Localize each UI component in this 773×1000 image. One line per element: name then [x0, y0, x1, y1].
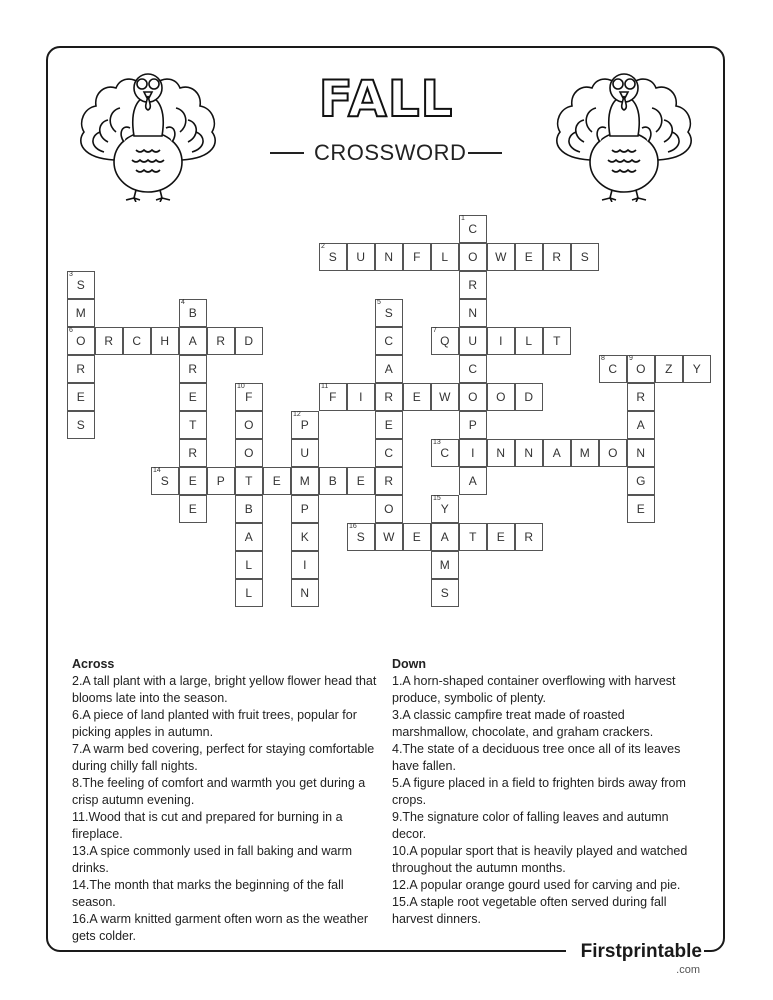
cell-letter: S — [384, 306, 394, 320]
clue-across: 11.Wood that is cut and prepared for burning in a fireplace. — [72, 810, 343, 841]
cell-letter: E — [188, 390, 198, 404]
crossword-cell[interactable] — [375, 411, 403, 439]
cell-letter: Y — [440, 502, 450, 516]
cell-letter: A — [188, 334, 198, 348]
cell-letter: W — [439, 390, 451, 404]
clue-down: 1.A horn-shaped container overflowing with harvest produce, symbolic of plenty. — [392, 674, 676, 705]
crossword-cell[interactable] — [627, 411, 655, 439]
crossword-cell[interactable] — [515, 243, 543, 271]
cell-letter: E — [384, 418, 394, 432]
crossword-cell[interactable] — [431, 383, 459, 411]
clue-across: 7.A warm bed covering, perfect for staying comfortable during chilly fall nights. — [72, 742, 375, 773]
crossword-cell[interactable] — [375, 243, 403, 271]
crossword-cell[interactable] — [235, 523, 263, 551]
crossword-cell[interactable] — [403, 383, 431, 411]
cell-letter: E — [356, 474, 366, 488]
cell-letter: C — [384, 334, 394, 348]
crossword-cell[interactable] — [179, 383, 207, 411]
clue-down: 10.A popular sport that is heavily played and watched throughout the autumn months. — [392, 844, 688, 875]
cell-letter: O — [468, 250, 478, 264]
cell-letter: T — [245, 474, 253, 488]
crossword-cell[interactable] — [459, 383, 487, 411]
clue-number: 8 — [601, 355, 605, 362]
crossword-cell[interactable] — [263, 467, 291, 495]
cell-letter: N — [636, 446, 646, 460]
crossword-cell[interactable] — [431, 579, 459, 607]
clue-number: 13 — [433, 439, 441, 446]
crossword-cell[interactable] — [347, 243, 375, 271]
clue-number: 7 — [433, 327, 437, 334]
crossword-cell[interactable] — [599, 355, 627, 383]
cell-letter: P — [300, 418, 310, 432]
cell-letter: N — [524, 446, 534, 460]
clue-number: 5 — [377, 299, 381, 306]
cell-letter: R — [188, 362, 198, 376]
crossword-cell[interactable] — [459, 271, 487, 299]
clue-number: 4 — [181, 299, 185, 306]
cell-letter: C — [468, 362, 478, 376]
crossword-cell[interactable] — [431, 327, 459, 355]
cell-letter: P — [468, 418, 478, 432]
crossword-cell[interactable] — [459, 299, 487, 327]
crossword-cell[interactable] — [459, 523, 487, 551]
cell-letter: E — [412, 530, 422, 544]
crossword-cell[interactable] — [627, 495, 655, 523]
cell-letter: O — [496, 390, 506, 404]
crossword-cell[interactable] — [571, 243, 599, 271]
cell-letter: T — [553, 334, 561, 348]
crossword-cell[interactable] — [319, 243, 347, 271]
crossword-cell[interactable] — [179, 495, 207, 523]
cell-letter: M — [299, 474, 311, 488]
crossword-cell[interactable] — [627, 439, 655, 467]
cell-letter: C — [468, 222, 478, 236]
crossword-cell[interactable] — [431, 523, 459, 551]
cell-letter: E — [524, 250, 534, 264]
clue-number: 16 — [349, 523, 357, 530]
crossword-cell[interactable] — [291, 551, 319, 579]
clue-across: 14.The month that marks the beginning of the fall season. — [72, 878, 344, 909]
cell-letter: B — [328, 474, 338, 488]
crossword-cell[interactable] — [235, 467, 263, 495]
clue-down: 15.A staple root vegetable often served during fall harvest dinners. — [392, 895, 667, 926]
cell-letter: P — [216, 474, 226, 488]
crossword-cell[interactable] — [375, 327, 403, 355]
crossword-cell[interactable] — [375, 495, 403, 523]
crossword-cell[interactable] — [207, 467, 235, 495]
cell-letter: A — [468, 474, 478, 488]
clue-down: 4.The state of a deciduous tree once all of its leaves have fallen. — [392, 742, 681, 773]
clue-across: 13.A spice commonly used in fall baking and warm drinks. — [72, 844, 353, 875]
crossword-cell[interactable] — [543, 243, 571, 271]
cell-letter: A — [552, 446, 562, 460]
cell-letter: D — [244, 334, 254, 348]
cell-letter: U — [468, 334, 478, 348]
crossword-cell[interactable] — [291, 523, 319, 551]
cell-letter: R — [636, 390, 646, 404]
cell-letter: S — [328, 250, 338, 264]
cell-letter: G — [636, 474, 646, 488]
cell-letter: S — [76, 418, 86, 432]
cell-letter: R — [216, 334, 226, 348]
cell-letter: R — [384, 474, 394, 488]
cell-letter: I — [303, 558, 307, 572]
cell-letter: W — [495, 250, 507, 264]
clue-number: 15 — [433, 495, 441, 502]
clue-number: 2 — [321, 243, 325, 250]
crossword-cell[interactable] — [235, 327, 263, 355]
cell-letter: R — [384, 390, 394, 404]
crossword-cell[interactable] — [347, 523, 375, 551]
cell-letter: O — [384, 502, 394, 516]
crossword-cell[interactable] — [375, 383, 403, 411]
cell-letter: T — [469, 530, 477, 544]
crossword-cell[interactable] — [599, 439, 627, 467]
crossword-cell[interactable] — [235, 579, 263, 607]
cell-letter: M — [75, 306, 87, 320]
crossword-cell[interactable] — [179, 467, 207, 495]
cell-letter: O — [244, 418, 254, 432]
cell-letter: E — [636, 502, 646, 516]
cell-letter: W — [383, 530, 395, 544]
crossword-cell[interactable] — [67, 411, 95, 439]
clue-number: 10 — [237, 383, 245, 390]
crossword-cell[interactable] — [459, 467, 487, 495]
crossword-cell[interactable] — [151, 467, 179, 495]
cell-letter: O — [76, 334, 86, 348]
crossword-cell[interactable] — [291, 439, 319, 467]
cell-letter: A — [636, 418, 646, 432]
down-heading: Down — [392, 657, 427, 671]
cell-letter: N — [468, 306, 478, 320]
crossword-cell[interactable] — [543, 439, 571, 467]
crossword-cell[interactable] — [375, 299, 403, 327]
crossword-cell[interactable] — [67, 271, 95, 299]
cell-letter: P — [300, 502, 310, 516]
cell-letter: U — [356, 250, 366, 264]
cell-letter: N — [384, 250, 394, 264]
cell-letter: Z — [665, 362, 673, 376]
cell-letter: S — [356, 530, 366, 544]
crossword-cell[interactable] — [375, 439, 403, 467]
clue-number: 6 — [69, 327, 73, 334]
crossword-cell[interactable] — [235, 383, 263, 411]
crossword-cell[interactable] — [487, 327, 515, 355]
cell-letter: L — [245, 558, 253, 572]
cell-letter: F — [245, 390, 253, 404]
crossword-cell[interactable] — [179, 299, 207, 327]
crossword-cell[interactable] — [459, 243, 487, 271]
crossword-cell[interactable] — [179, 327, 207, 355]
cell-letter: R — [524, 530, 534, 544]
cell-letter: H — [160, 334, 170, 348]
cell-letter: O — [608, 446, 618, 460]
crossword-cell[interactable] — [487, 383, 515, 411]
clue-number: 14 — [153, 467, 161, 474]
crossword-cell[interactable] — [543, 327, 571, 355]
cell-letter: O — [468, 390, 478, 404]
crossword-cell[interactable] — [291, 467, 319, 495]
crossword-cell[interactable] — [515, 523, 543, 551]
crossword-cell[interactable] — [375, 467, 403, 495]
cell-letter: N — [300, 586, 310, 600]
crossword-cell[interactable] — [95, 327, 123, 355]
crossword-cell[interactable] — [487, 439, 515, 467]
crossword-cell[interactable] — [67, 383, 95, 411]
clue-number: 12 — [293, 411, 301, 418]
clue-number: 3 — [69, 271, 73, 278]
cell-letter: N — [496, 446, 506, 460]
brand-tld: .com — [676, 964, 700, 976]
cell-letter: I — [471, 446, 475, 460]
cell-letter: R — [76, 362, 86, 376]
crossword-cell[interactable] — [403, 523, 431, 551]
cell-letter: L — [245, 586, 253, 600]
crossword-cell[interactable] — [431, 551, 459, 579]
crossword-cell[interactable] — [67, 327, 95, 355]
clue-across: 16.A warm knitted garment often worn as the weather gets colder. — [72, 912, 368, 943]
crossword-cell[interactable] — [347, 467, 375, 495]
crossword-cell[interactable] — [235, 551, 263, 579]
crossword-cell[interactable] — [151, 327, 179, 355]
crossword-cell[interactable] — [375, 355, 403, 383]
crossword-cell[interactable] — [123, 327, 151, 355]
cell-letter: E — [272, 474, 282, 488]
clue-down: 12.A popular orange gourd used for carving and pie. — [392, 878, 681, 892]
cell-letter: R — [104, 334, 114, 348]
cell-letter: D — [524, 390, 534, 404]
crossword-cell[interactable] — [431, 243, 459, 271]
crossword-cell[interactable] — [683, 355, 711, 383]
across-clues — [72, 656, 382, 945]
brand-name: Firstprintable — [580, 941, 702, 962]
cell-letter: C — [384, 446, 394, 460]
cell-letter: E — [496, 530, 506, 544]
cell-letter: M — [579, 446, 591, 460]
crossword-cell[interactable] — [235, 439, 263, 467]
crossword-cell[interactable] — [515, 383, 543, 411]
cell-letter: S — [160, 474, 170, 488]
page-subtitle: CROSSWORD — [314, 140, 467, 165]
across-heading: Across — [72, 657, 115, 671]
cell-letter: M — [439, 558, 451, 572]
cell-letter: S — [440, 586, 450, 600]
cell-letter: R — [188, 446, 198, 460]
crossword-cell[interactable] — [627, 355, 655, 383]
brand-logo — [566, 940, 704, 976]
crossword-cell[interactable] — [319, 383, 347, 411]
crossword-cell[interactable] — [403, 243, 431, 271]
cell-letter: Y — [692, 362, 702, 376]
cell-letter: C — [132, 334, 142, 348]
crossword-cell[interactable] — [319, 467, 347, 495]
crossword-cell[interactable] — [347, 383, 375, 411]
crossword-cell[interactable] — [431, 495, 459, 523]
crossword-cell[interactable] — [627, 383, 655, 411]
cell-letter: B — [188, 306, 198, 320]
cell-letter: C — [440, 446, 450, 460]
cell-letter: E — [188, 502, 198, 516]
crossword-cell[interactable] — [431, 439, 459, 467]
cell-letter: C — [608, 362, 618, 376]
crossword-cell[interactable] — [459, 411, 487, 439]
cell-letter: A — [384, 362, 394, 376]
crossword-cell[interactable] — [459, 327, 487, 355]
crossword-cell[interactable] — [291, 495, 319, 523]
crossword-cell[interactable] — [571, 439, 599, 467]
cell-letter: U — [300, 446, 310, 460]
cell-letter: S — [76, 278, 86, 292]
cell-letter: I — [359, 390, 363, 404]
crossword-cell[interactable] — [235, 495, 263, 523]
cell-letter: A — [440, 530, 450, 544]
crossword-cell[interactable] — [459, 439, 487, 467]
cell-letter: A — [244, 530, 254, 544]
cell-letter: E — [76, 390, 86, 404]
crossword-cell[interactable] — [67, 299, 95, 327]
cell-letter: R — [468, 278, 478, 292]
crossword-cell[interactable] — [179, 355, 207, 383]
crossword-cell[interactable] — [515, 439, 543, 467]
cell-letter: L — [525, 334, 533, 348]
crossword-cell[interactable] — [515, 327, 543, 355]
cell-letter: B — [244, 502, 254, 516]
cell-letter: L — [441, 250, 449, 264]
cell-letter: T — [189, 418, 197, 432]
crossword-cell[interactable] — [291, 579, 319, 607]
crossword-cell[interactable] — [67, 355, 95, 383]
crossword-cell[interactable] — [207, 327, 235, 355]
cell-letter: E — [188, 474, 198, 488]
clue-number: 9 — [629, 355, 633, 362]
crossword-cell[interactable] — [375, 523, 403, 551]
clue-down: 5.A figure placed in a field to frighten birds away from crops. — [392, 776, 686, 807]
crossword-cell[interactable] — [487, 523, 515, 551]
cell-letter: K — [300, 530, 310, 544]
clue-across: 2.A tall plant with a large, bright yellow flower head that blooms late into the season. — [72, 674, 377, 705]
crossword-cell[interactable] — [655, 355, 683, 383]
cell-letter: I — [499, 334, 503, 348]
cell-letter: R — [552, 250, 562, 264]
crossword-cell[interactable] — [459, 355, 487, 383]
cell-letter: E — [412, 390, 422, 404]
crossword-cell[interactable] — [291, 411, 319, 439]
clue-number: 1 — [461, 215, 465, 222]
clue-down: 3.A classic campfire treat made of roasted marshmallow, chocolate, and graham crackers. — [392, 708, 654, 739]
clue-across: 8.The feeling of comfort and warmth you get during a crisp autumn evening. — [72, 776, 366, 807]
cell-letter: F — [413, 250, 421, 264]
cell-letter: Q — [440, 334, 450, 348]
crossword-cell[interactable] — [235, 411, 263, 439]
cell-letter: O — [636, 362, 646, 376]
page-title: FALL — [318, 70, 454, 128]
crossword-cell[interactable] — [487, 243, 515, 271]
crossword-cell[interactable] — [627, 467, 655, 495]
crossword-cell[interactable] — [459, 215, 487, 243]
clue-across: 6.A piece of land planted with fruit trees, popular for picking apples in autumn. — [72, 708, 357, 739]
down-clues — [392, 656, 702, 928]
clue-down: 9.The signature color of falling leaves and autumn decor. — [392, 810, 669, 841]
crossword-cell[interactable] — [179, 411, 207, 439]
cell-letter: S — [580, 250, 590, 264]
clue-number: 11 — [321, 383, 329, 390]
cell-letter: F — [329, 390, 337, 404]
crossword-cell[interactable] — [179, 439, 207, 467]
cell-letter: O — [244, 446, 254, 460]
